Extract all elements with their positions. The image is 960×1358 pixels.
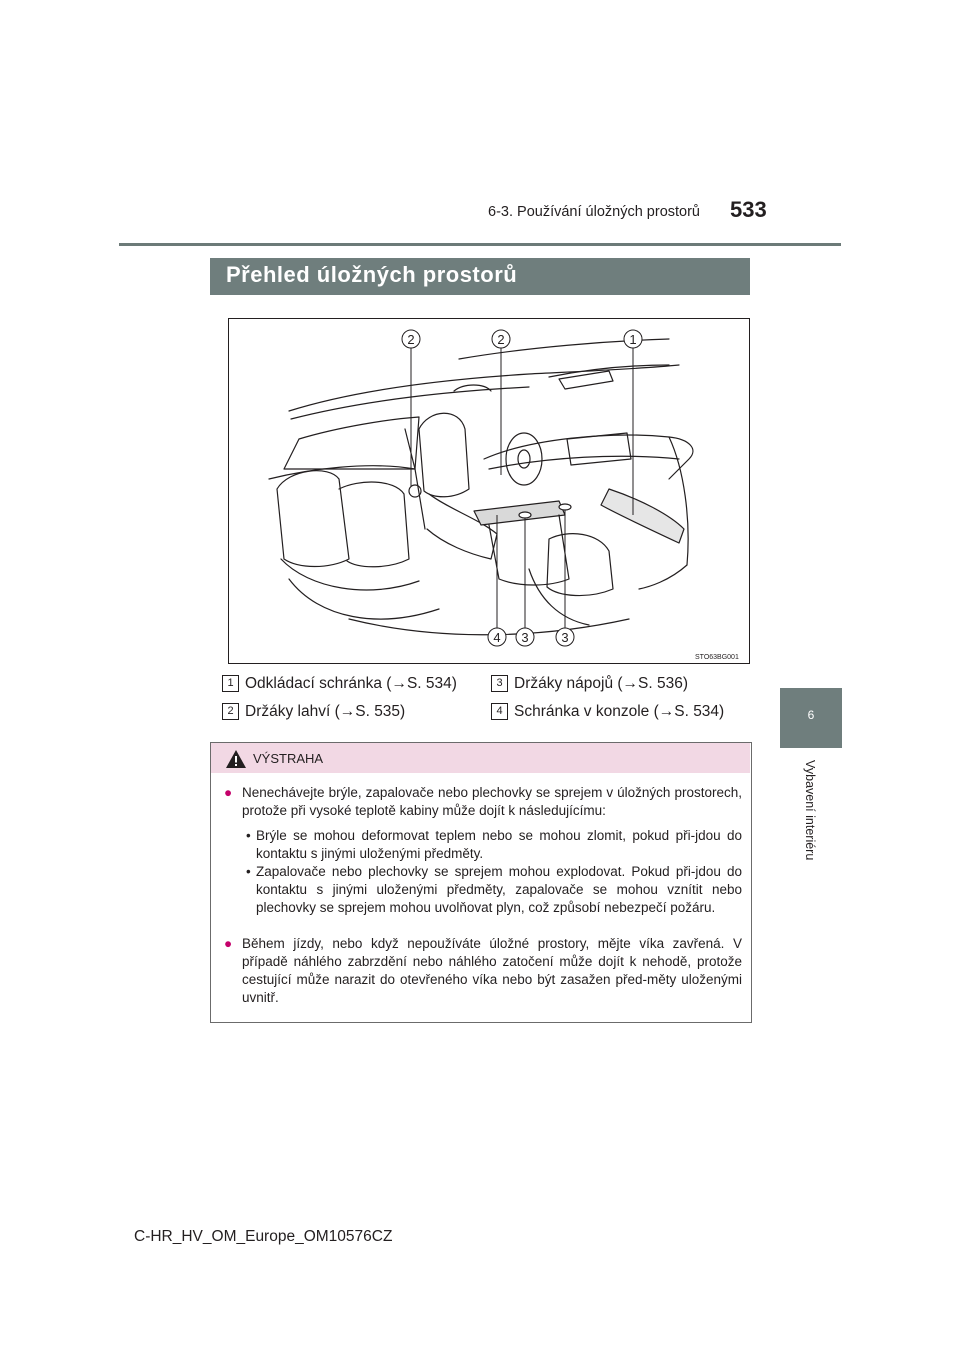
warning-item-2-text: Během jízdy, nebo když nepoužíváte úložné prostory, mějte víka zavřená. V případě náhlého zabrzdění nebo náhlého zatočení může dojít k nehodě, protože cestující může narazit do otevřeného víka nebo být zasažen před-měty uloženými uvnitř.: [242, 936, 742, 1005]
callout-2b: 2: [497, 332, 505, 347]
legend-item-1: [222, 675, 457, 693]
footer-doc-code: C-HR_HV_OM_Europe_OM10576CZ: [134, 1228, 393, 1245]
legend-item-4: [491, 703, 724, 721]
warning-sub-item-1: [242, 827, 742, 863]
warning-sub-item-2: [242, 863, 742, 917]
sub-bullet-icon: •: [246, 828, 251, 843]
legend-item-2: [222, 703, 405, 721]
warning-triangle-icon: [225, 749, 247, 769]
chapter-number: 6: [807, 708, 815, 722]
legend-number-box: 2: [222, 703, 239, 720]
callout-3b: 3: [561, 630, 569, 645]
car-interior-illustration: [228, 318, 750, 664]
chapter-title: Vybavení interiéru: [803, 760, 817, 861]
warning-item-1-text: Nenechávejte brýle, zapalovače nebo plechovky se sprejem v úložných prostorech, protože při vysoké teplotě kabiny může dojít k následujícímu:: [242, 785, 742, 818]
legend-text: Držáky nápojů (→S. 536): [514, 675, 689, 692]
callout-2a: 2: [407, 332, 415, 347]
legend-number-box: 3: [491, 675, 508, 692]
warning-title: VÝSTRAHA: [253, 751, 324, 766]
legend-text: Držáky lahví (→S. 535): [245, 703, 406, 720]
legend-text: Odkládací schránka (→S. 534): [245, 675, 457, 692]
legend-number-box: 4: [491, 703, 508, 720]
warning-sub-item-2-text: Zapalovače nebo plechovky se sprejem mohou explodovat. Pokud při-jdou do kontaktu s jinými uloženými předměty, zapalovače se mohou vznítit nebo plechovky se sprejem mohou uvolňovat plyn, což způsobí nebezpečí požáru.: [256, 864, 742, 915]
legend-text: Schránka v konzole (→S. 534): [514, 703, 725, 720]
callout-3a: 3: [521, 630, 529, 645]
warning-item-1: [222, 784, 742, 820]
legend-item-3: [491, 675, 688, 693]
callout-1: 1: [629, 332, 637, 347]
header-rule: [119, 243, 841, 246]
legend-number-box: 1: [222, 675, 239, 692]
bullet-icon: ●: [224, 936, 233, 951]
sub-bullet-icon: •: [246, 864, 251, 879]
car-interior-drawing: [229, 319, 749, 663]
bullet-icon: ●: [224, 785, 233, 800]
callout-4: 4: [493, 630, 501, 645]
header-section-title: 6-3. Používání úložných prostorů: [488, 204, 700, 220]
figure-code: STO63BG001: [695, 654, 739, 661]
section-title: Přehled úložných prostorů: [226, 262, 518, 287]
warning-item-2: [222, 935, 742, 1007]
page-number: 533: [730, 197, 767, 222]
warning-sub-item-1-text: Brýle se mohou deformovat teplem nebo se mohou zlomit, pokud při-jdou do kontaktu s jinými uloženými předměty.: [256, 828, 742, 861]
